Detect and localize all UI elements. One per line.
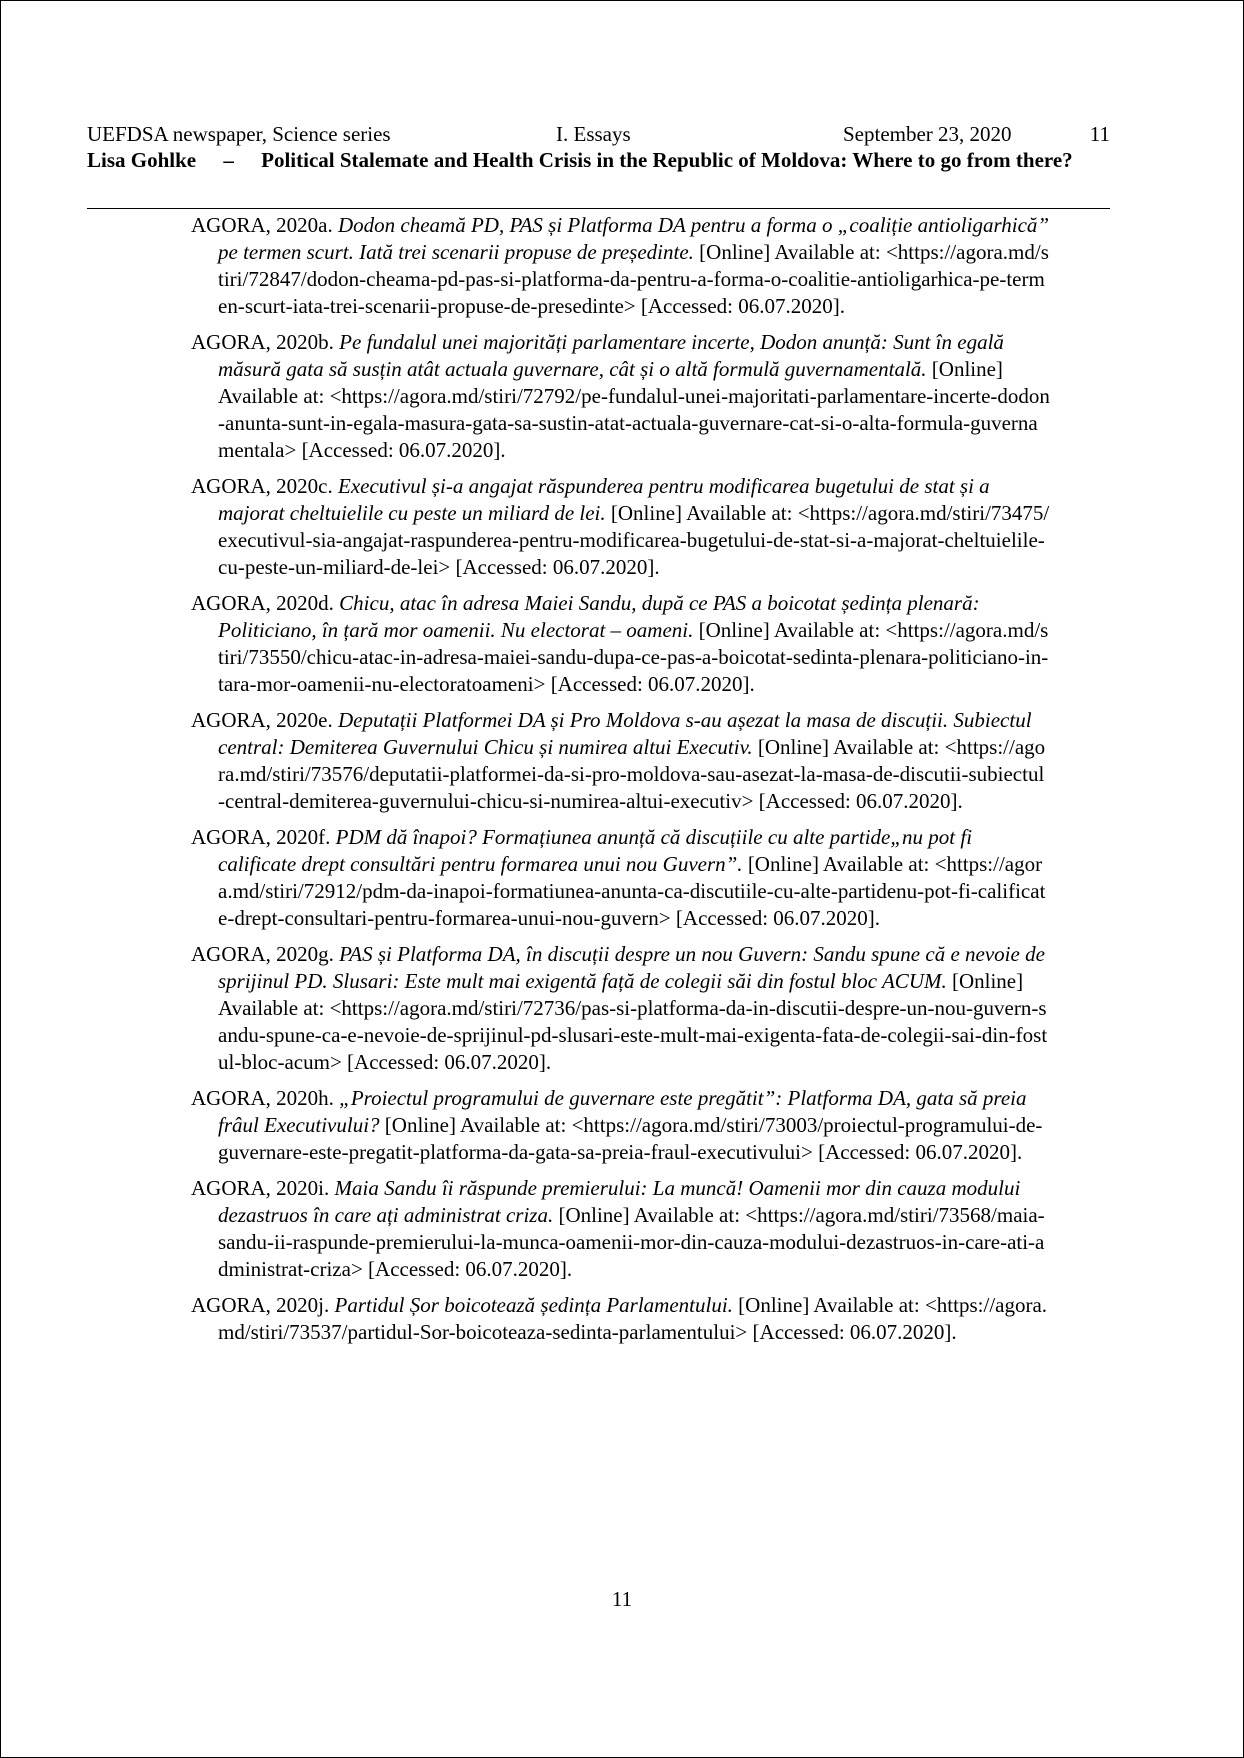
reference-label: AGORA, 2020a. — [191, 213, 333, 237]
reference-online: [Online] Available at: — [558, 1203, 741, 1227]
reference-url[interactable]: <https://agora.md/stiri/73576/deputatii-platformei-da-si-pro-moldova-sau-asezat-la-masa-de-discutii-subiectul-central-demiterea-guvernului-chicu-si-numirea-altui-executiv> — [218, 735, 1046, 813]
reference-url[interactable]: <https://agora.md/stiri/72847/dodon-cheama-pd-pas-si-platforma-da-pentru-a-forma-o-coalitie-antioligarhica-pe-termen-scurt-iata-trei-scenarii-propuse-de-presedinte> — [218, 240, 1049, 318]
reference-label: AGORA, 2020d. — [191, 591, 334, 615]
reference-label: AGORA, 2020f. — [191, 825, 331, 849]
reference-title: Deputații Platformei DA și Pro Moldova s-au așezat la masa de discuții. Subiectul central: Demiterea Guvernului Chicu și numirea altui Executiv. — [218, 708, 1032, 759]
reference-accessed: [Accessed: 06.07.2020]. — [758, 789, 963, 813]
reference-online: [Online] Available at: — [699, 240, 881, 264]
reference-label: AGORA, 2020j. — [191, 1293, 330, 1317]
reference-label: AGORA, 2020i. — [191, 1176, 330, 1200]
reference-accessed: [Accessed: 06.07.2020]. — [550, 672, 755, 696]
reference-accessed: [Accessed: 06.07.2020]. — [455, 555, 660, 579]
reference-entry — [191, 329, 1051, 464]
reference-accessed: [Accessed: 06.07.2020]. — [675, 906, 881, 930]
issue-date: September 23, 2020 — [843, 122, 1012, 146]
header-page-number: 11 — [1089, 122, 1110, 146]
reference-entry — [191, 212, 1051, 320]
reference-title: Chicu, atac în adresa Maiei Sandu, după ce PAS a boicotat ședința plenară: Politiciano, în țară mor oamenii. Nu electorat – oameni. — [218, 591, 980, 642]
reference-label: AGORA, 2020c. — [191, 474, 333, 498]
running-header — [87, 119, 1110, 149]
article-title: Political Stalemate and Health Crisis in the Republic of Moldova: Where to go from there? — [261, 148, 1073, 172]
reference-online: [Online] Available at: — [218, 357, 1003, 408]
reference-accessed: [Accessed: 06.07.2020]. — [368, 1257, 573, 1281]
article-title-block — [87, 147, 1110, 174]
reference-title: Executivul și-a angajat răspunderea pentru modificarea bugetului de stat și a majorat cheltuielile cu peste un miliard de lei. — [218, 474, 990, 525]
reference-entry — [191, 590, 1051, 698]
reference-online: [Online] Available at: — [610, 501, 793, 525]
reference-entry — [191, 1292, 1051, 1346]
reference-list — [191, 212, 1051, 1355]
reference-entry — [191, 1085, 1051, 1166]
reference-label: AGORA, 2020b. — [191, 330, 334, 354]
reference-entry — [191, 824, 1051, 932]
reference-accessed: [Accessed: 06.07.2020]. — [818, 1140, 1023, 1164]
reference-online: [Online] Available at: — [698, 618, 881, 642]
reference-online: [Online] Available at: — [757, 735, 940, 759]
reference-label: AGORA, 2020e. — [191, 708, 333, 732]
header-rule — [87, 208, 1110, 209]
reference-title: Maia Sandu îi răspunde premierului: La muncă! Oamenii mor din cauza modului dezastruos în care ați administrat criza. — [218, 1176, 1021, 1227]
reference-online: [Online] Available at: — [218, 969, 1024, 1020]
reference-entry — [191, 707, 1051, 815]
reference-label: AGORA, 2020h. — [191, 1086, 334, 1110]
reference-title: „Proiectul programului de guvernare este pregătit”: Platforma DA, gata să preia frâul Executivului? — [218, 1086, 1027, 1137]
section-name: I. Essays — [556, 122, 631, 146]
reference-online: [Online] Available at: — [738, 1293, 920, 1317]
reference-accessed: [Accessed: 06.07.2020]. — [301, 438, 506, 462]
reference-title: PDM dă înapoi? Formațiunea anunță că discuțiile cu alte partide„nu pot fi calificate drept consultări pentru formarea unui nou Guvern”. — [218, 825, 973, 876]
reference-entry — [191, 473, 1051, 581]
reference-url[interactable]: <https://agora.md/stiri/73475/executivul-sia-angajat-raspunderea-pentru-modificarea-bugetului-de-stat-si-a-majorat-cheltuielile-cu-peste-un-miliard-de-lei> — [218, 501, 1050, 579]
reference-url[interactable]: <https://agora.md/stiri/73550/chicu-atac-in-adresa-maiei-sandu-dupa-ce-pas-a-boicotat-sedinta-plenara-politiciano-in-tara-mor-oamenii-nu-electoratoameni> — [218, 618, 1049, 696]
reference-url[interactable]: <https://agora.md/stiri/72792/pe-fundalul-unei-majoritati-parlamentare-incerte-dodon-anunta-sunt-in-egala-masura-gata-sa-sustin-atat-actuala-guvernare-cat-si-o-alta-formula-guvernamentala> — [218, 384, 1050, 462]
reference-label: AGORA, 2020g. — [191, 942, 334, 966]
journal-name: UEFDSA newspaper, Science series — [87, 122, 391, 146]
reference-title: Partidul Șor boicotează ședința Parlamentului. — [334, 1293, 733, 1317]
footer-page-number: 11 — [611, 1587, 633, 1611]
reference-accessed: [Accessed: 06.07.2020]. — [347, 1050, 552, 1074]
reference-url[interactable]: <https://agora.md/stiri/73568/maia-sandu-ii-raspunde-premierului-la-munca-oamenii-mor-din-cauza-modului-dezastruos-in-care-ati-administrat-criza> — [218, 1203, 1045, 1281]
reference-title: PAS și Platforma DA, în discuții despre un nou Guvern: Sandu spune că e nevoie de sprijinul PD. Slusari: Este mult mai exigentă față de colegii săi din fostul bloc ACUM. — [218, 942, 1045, 993]
reference-title: Pe fundalul unei majorități parlamentare incerte, Dodon anunță: Sunt în egală măsură gata să susțin atât actuala guvernare, cât și o altă formulă guvernamentală. — [218, 330, 1004, 381]
reference-title: Dodon cheamă PD, PAS și Platforma DA pentru a forma o „coaliție antioligarhică” pe termen scurt. Iată trei scenarii propuse de președinte. — [218, 213, 1050, 264]
title-dash: – — [223, 148, 234, 172]
reference-url[interactable]: <https://agora.md/stiri/73537/partidul-Sor-boicoteaza-sedinta-parlamentului> — [218, 1293, 1048, 1344]
reference-accessed: [Accessed: 06.07.2020]. — [640, 294, 846, 318]
reference-online: [Online] Available at: — [747, 852, 930, 876]
reference-url[interactable]: <https://agora.md/stiri/73003/proiectul-programului-de-guvernare-este-pregatit-platforma-da-gata-sa-preia-fraul-executivului> — [218, 1113, 1043, 1164]
reference-online: [Online] Available at: — [384, 1113, 567, 1137]
reference-entry — [191, 1175, 1051, 1283]
article-author: Lisa Gohlke — [87, 148, 197, 172]
reference-entry — [191, 941, 1051, 1076]
reference-accessed: [Accessed: 06.07.2020]. — [752, 1320, 957, 1344]
reference-url[interactable]: <https://agora.md/stiri/72736/pas-si-platforma-da-in-discutii-despre-un-nou-guvern-sandu-spune-ca-e-nevoie-de-sprijinul-pd-slusari-este-mult-mai-exigenta-fata-de-colegii-sai-din-fostul-bloc-acum> — [218, 996, 1048, 1074]
reference-url[interactable]: <https://agora.md/stiri/72912/pdm-da-inapoi-formatiunea-anunta-ca-discutiile-cu-alte-partidenu-pot-fi-calificate-drept-consultari-pentru-formarea-unui-nou-guvern> — [218, 852, 1046, 930]
